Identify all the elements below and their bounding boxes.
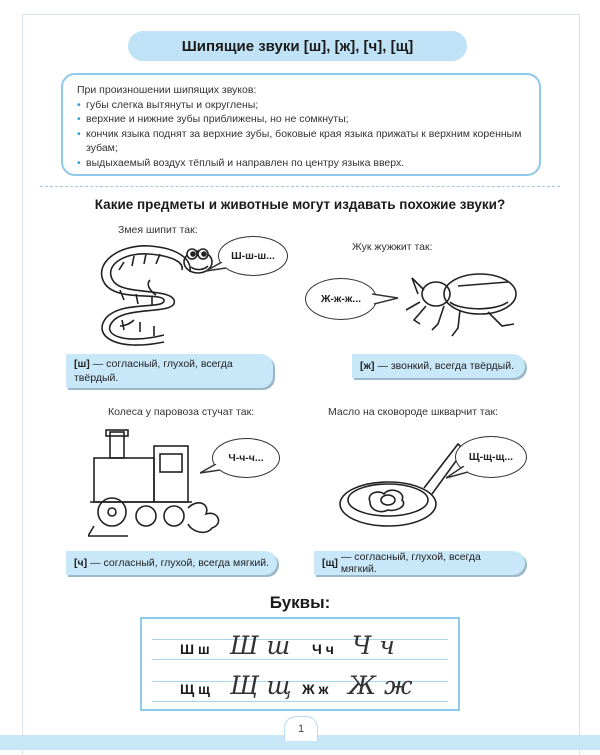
note-sound: [ш]: [74, 358, 90, 370]
frying-pan-illustration: [336, 440, 466, 535]
sound-note-zh: [352, 354, 525, 378]
locomotive-caption: Колеса у паровоза стучат так:: [108, 406, 255, 418]
page-title-text: Шипящие звуки [ш], [ж], [ч], [щ]: [181, 37, 414, 55]
beetle-caption: Жук жужжит так:: [352, 241, 433, 253]
bubble-tail-icon: [372, 292, 400, 306]
info-bullet: • верхние и нижние зубы приближены, но не сомкнуты;: [77, 112, 527, 127]
note-sound: [щ]: [322, 557, 338, 569]
snake-illustration: [94, 240, 224, 350]
print-letter-zh: Ж ж: [302, 681, 329, 697]
guide-line: [152, 659, 448, 660]
pan-sound-text: Щ-щ-щ...: [468, 451, 514, 463]
letters-box: [140, 617, 460, 711]
snake-speech-bubble: [218, 236, 288, 276]
locomotive-illustration: [88, 428, 228, 538]
page-number: 1: [284, 716, 318, 741]
beetle-speech-bubble: [305, 278, 377, 320]
guide-line: [152, 639, 448, 640]
sound-note-sh: [66, 354, 273, 388]
bubble-tail-icon: [446, 466, 468, 480]
print-letter-shch: Щ щ: [180, 681, 210, 697]
bubble-tail-icon: [206, 262, 226, 274]
sound-note-shch: [314, 551, 525, 575]
info-bullet: • губы слегка вытянуты и округлены;: [77, 98, 527, 113]
cursive-letter-zh: Ж ж: [348, 671, 413, 700]
print-letter-ch: Ч ч: [312, 641, 334, 657]
beetle-sound-text: Ж-ж-ж...: [320, 293, 362, 305]
print-letter-sh: Ш ш: [180, 641, 210, 657]
info-bullet: • кончик языка поднят за верхние зубы, боковые края языка прижаты к верхним коренным зубам;: [77, 127, 527, 156]
cursive-letter-ch: Ч ч: [352, 631, 395, 660]
note-text: — звонкий, всегда твёрдый.: [377, 360, 514, 372]
guide-line: [152, 701, 448, 702]
bubble-tail-icon: [200, 464, 220, 476]
letters-title: Буквы:: [269, 593, 331, 612]
note-text: — согласный, глухой, всегда мягкий.: [90, 557, 269, 569]
snake-sound-text: Ш-ш-ш...: [231, 250, 275, 262]
note-text: — согласный, глухой, всегда твёрдый.: [74, 358, 233, 384]
beetle-illustration: [398, 264, 523, 339]
info-intro: При произношении шипящих звуков:: [77, 84, 257, 96]
info-box: [61, 73, 541, 176]
info-bullet: • выдыхаемый воздух тёплый и направлен по центру языка вверх.: [77, 156, 527, 171]
section-question: Какие предметы и животные могут издавать похожие звуки?: [94, 197, 506, 212]
cursive-letter-sh: Ш ш: [230, 631, 291, 660]
sound-note-ch: [66, 551, 277, 575]
cursive-letter-shch: Щ щ: [230, 671, 292, 700]
snake-caption: Змея шипит так:: [118, 224, 198, 236]
note-text: — согласный, глухой, всегда мягкий.: [340, 551, 481, 575]
note-sound: [ч]: [74, 557, 88, 569]
locomotive-sound-text: Ч-ч-ч...: [228, 452, 264, 464]
locomotive-speech-bubble: [212, 438, 280, 478]
pan-caption: Масло на сковороде шкварчит так:: [328, 406, 498, 418]
info-list: [77, 98, 527, 171]
page-title: [128, 31, 467, 61]
section-divider: [40, 186, 560, 187]
note-sound: [ж]: [360, 360, 375, 372]
